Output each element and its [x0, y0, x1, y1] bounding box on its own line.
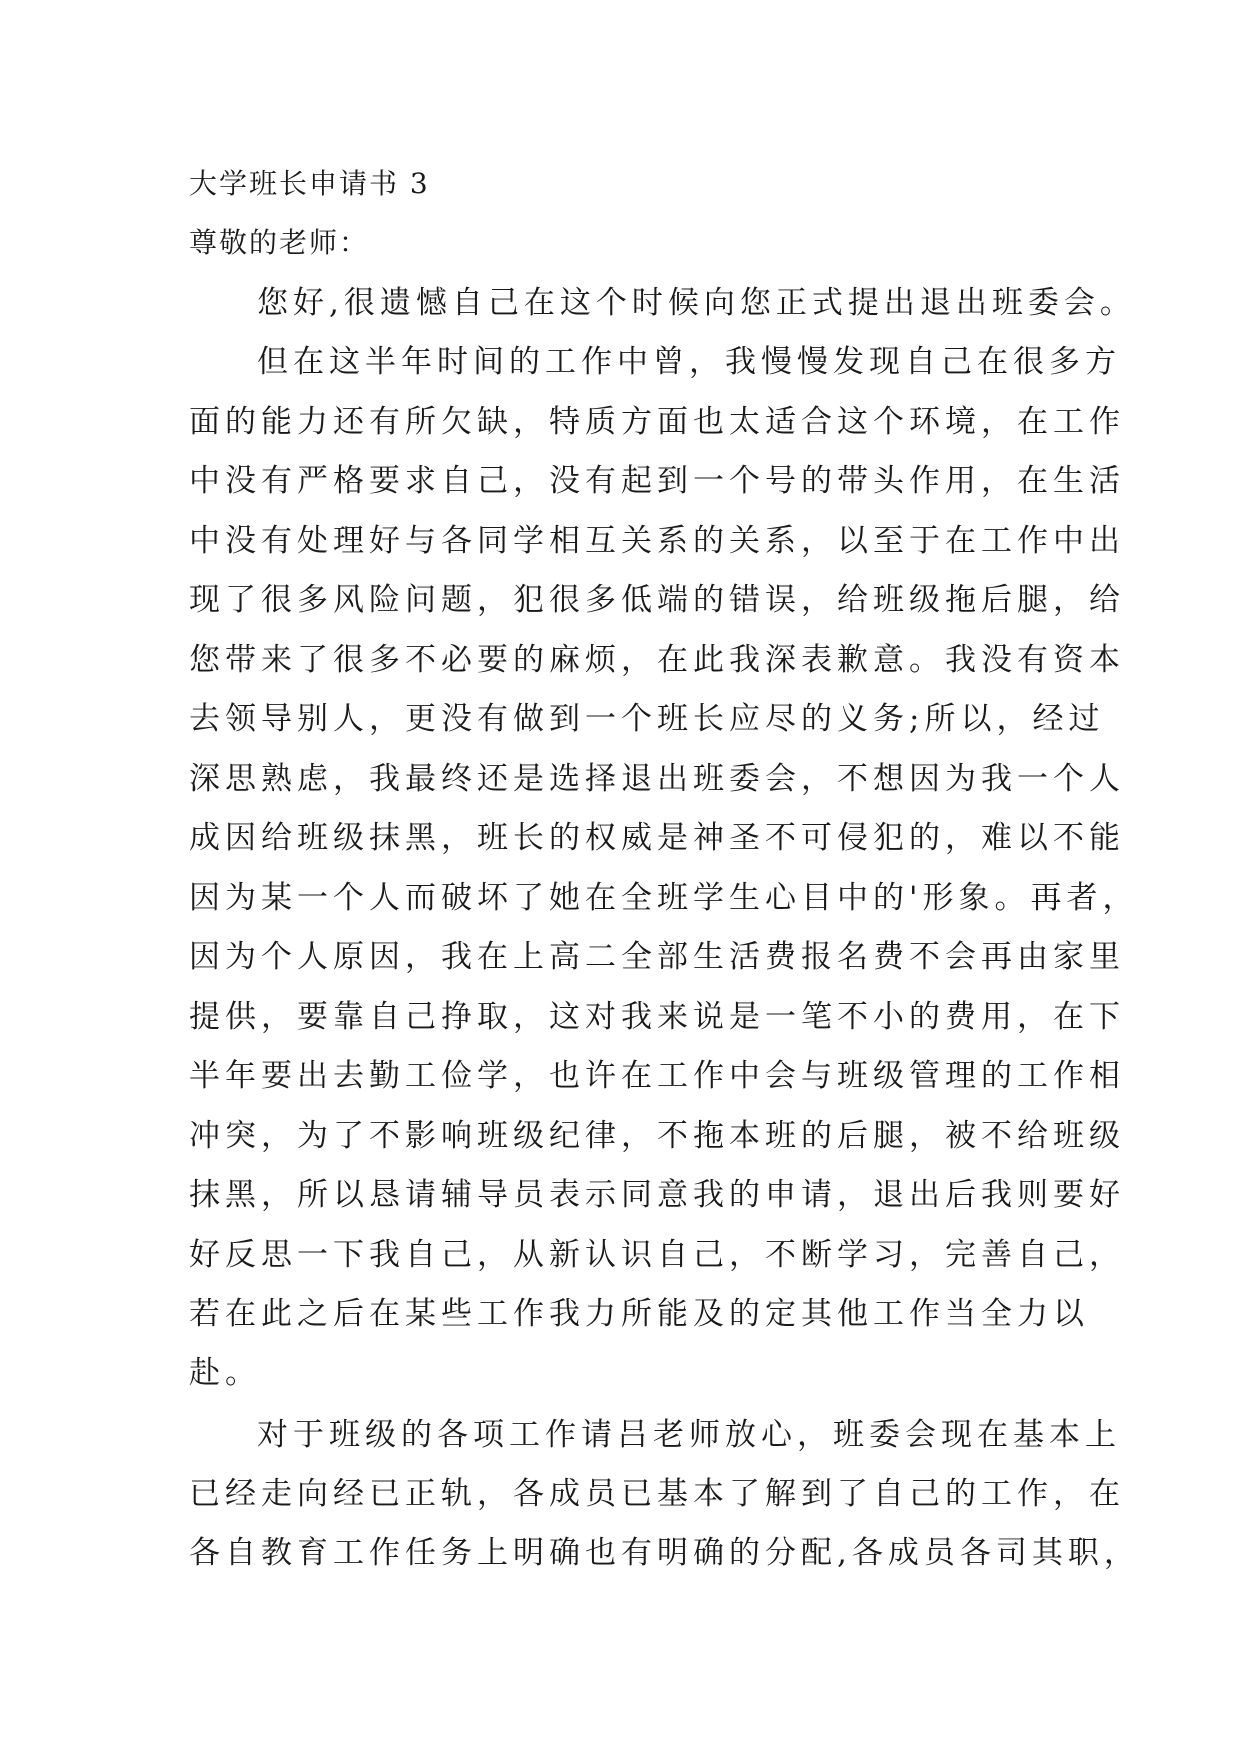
paragraph-line: 成因给班级抹黑，班长的权威是神圣不可侵犯的，难以不能: [189, 820, 1125, 856]
paragraph-line: 您好,很遗憾自己在这个时候向您正式提出退出班委会。: [257, 285, 1136, 321]
paragraph-line: 面的能力还有所欠缺，特质方面也太适合这个环境，在工作: [189, 404, 1125, 440]
paragraph-line: 对于班级的各项工作请吕老师放心，班委会现在基本上: [257, 1417, 1121, 1453]
paragraph-line: 中没有严格要求自己，没有起到一个号的带头作用，在生活: [189, 463, 1125, 499]
paragraph-line: 各自教育工作任务上明确也有明确的分配,各成员各司其职，: [189, 1535, 1140, 1571]
paragraph-line: 抹黑，所以恳请辅导员表示同意我的申请，退出后我则要好: [189, 1177, 1125, 1213]
paragraph-line: 好反思一下我自己，从新认识自己，不断学习，完善自己，: [189, 1237, 1125, 1273]
paragraph-line: 冲突，为了不影响班级纪律，不拖本班的后腿，被不给班级: [189, 1118, 1125, 1154]
paragraph-line: 半年要出去勤工俭学，也许在工作中会与班级管理的工作相: [189, 1058, 1125, 1094]
paragraph-line: 提供，要靠自己挣取，这对我来说是一笔不小的费用，在下: [189, 999, 1125, 1035]
paragraph-line: 深思熟虑，我最终还是选择退出班委会，不想因为我一个人: [189, 761, 1125, 797]
paragraph-line: 因为某一个人而破坏了她在全班学生心目中的'形象。再者，: [189, 880, 1139, 916]
paragraph-line: 若在此之后在某些工作我力所能及的定其他工作当全力以: [189, 1296, 1089, 1332]
paragraph-line: 现了很多风险问题，犯很多低端的错误，给班级拖后腿，给: [189, 582, 1125, 618]
document-title: 大学班长申请书 3: [189, 167, 430, 200]
paragraph-line: 因为个人原因，我在上高二全部生活费报名费不会再由家里: [189, 939, 1125, 975]
paragraph-line: 中没有处理好与各同学相互关系的关系，以至于在工作中出: [189, 523, 1125, 559]
salutation: 尊敬的老师：: [189, 226, 370, 259]
paragraph-line: 但在这半年时间的工作中曾，我慢慢发现自己在很多方: [257, 344, 1121, 380]
paragraph-line: 去领导别人，更没有做到一个班长应尽的义务;所以，经过: [189, 701, 1105, 737]
paragraph-line: 赴。: [189, 1355, 261, 1391]
paragraph-line: 已经走向经已正轨，各成员已基本了解到了自己的工作，在: [189, 1476, 1125, 1512]
paragraph-line: 您带来了很多不必要的麻烦，在此我深表歉意。我没有资本: [189, 642, 1125, 678]
